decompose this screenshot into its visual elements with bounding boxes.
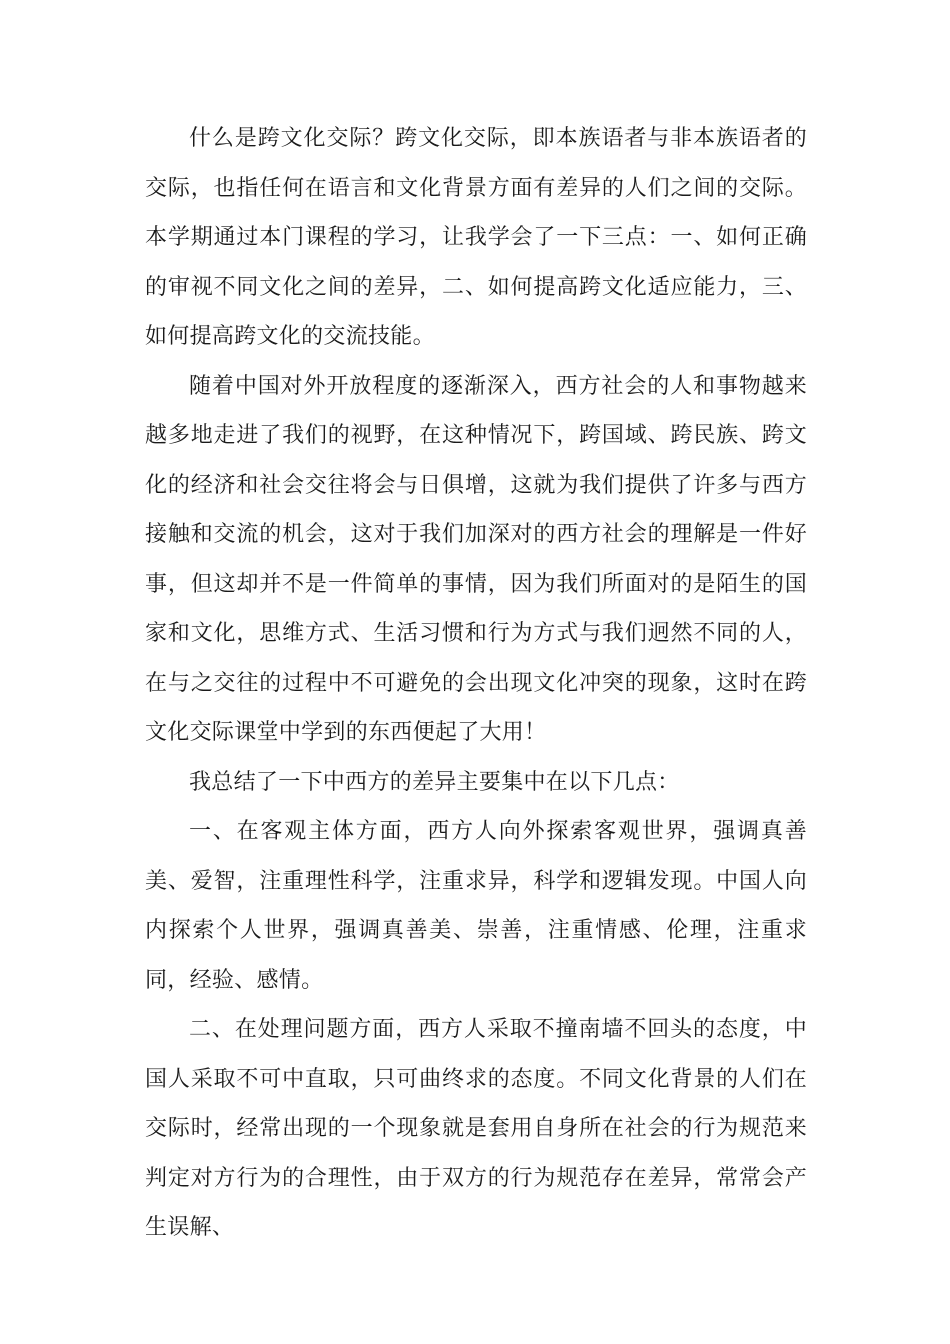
paragraph-point-two: 二、在处理问题方面，西方人采取不撞南墙不回头的态度，中国人采取不可中直取，只可曲终求的态度。不同文化背景的人们在交际时，经常出现的一个现象就是套用自身所在社会的行为规范来判定对方行为的合理性，由于双方的行为规范存在差异，常常会产生误解、 <box>145 1017 807 1240</box>
paragraph-summary-intro: 我总结了一下中西方的差异主要集中在以下几点： <box>189 769 680 795</box>
document-body <box>145 114 807 1253</box>
paragraph-point-one: 一、在客观主体方面，西方人向外探索客观世界，强调真善美、爱智，注重理性科学，注重求异，科学和逻辑发现。中国人向内探索个人世界，强调真善美、崇善，注重情感、伦理，注重求同，经验、感情。 <box>145 819 807 993</box>
paragraph-context: 随着中国对外开放程度的逐渐深入，西方社会的人和事物越来越多地走进了我们的视野，在这种情况下，跨国域、跨民族、跨文化的经济和社会交往将会与日俱增，这就为我们提供了许多与西方接触和交流的机会，这对于我们加深对的西方社会的理解是一件好事，但这却并不是一件简单的事情，因为我们所面对的是陌生的国家和文化，思维方式、生活习惯和行为方式与我们迥然不同的人，在与之交往的过程中不可避免的会出现文化冲突的现象，这时在跨文化交际课堂中学到的东西便起了大用！ <box>145 373 807 745</box>
paragraph-definition: 什么是跨文化交际？跨文化交际，即本族语者与非本族语者的交际，也指任何在语言和文化背景方面有差异的人们之间的交际。本学期通过本门课程的学习，让我学会了一下三点：一、如何正确的审视不同文化之间的差异，二、如何提高跨文化适应能力，三、如何提高跨文化的交流技能。 <box>145 126 807 349</box>
